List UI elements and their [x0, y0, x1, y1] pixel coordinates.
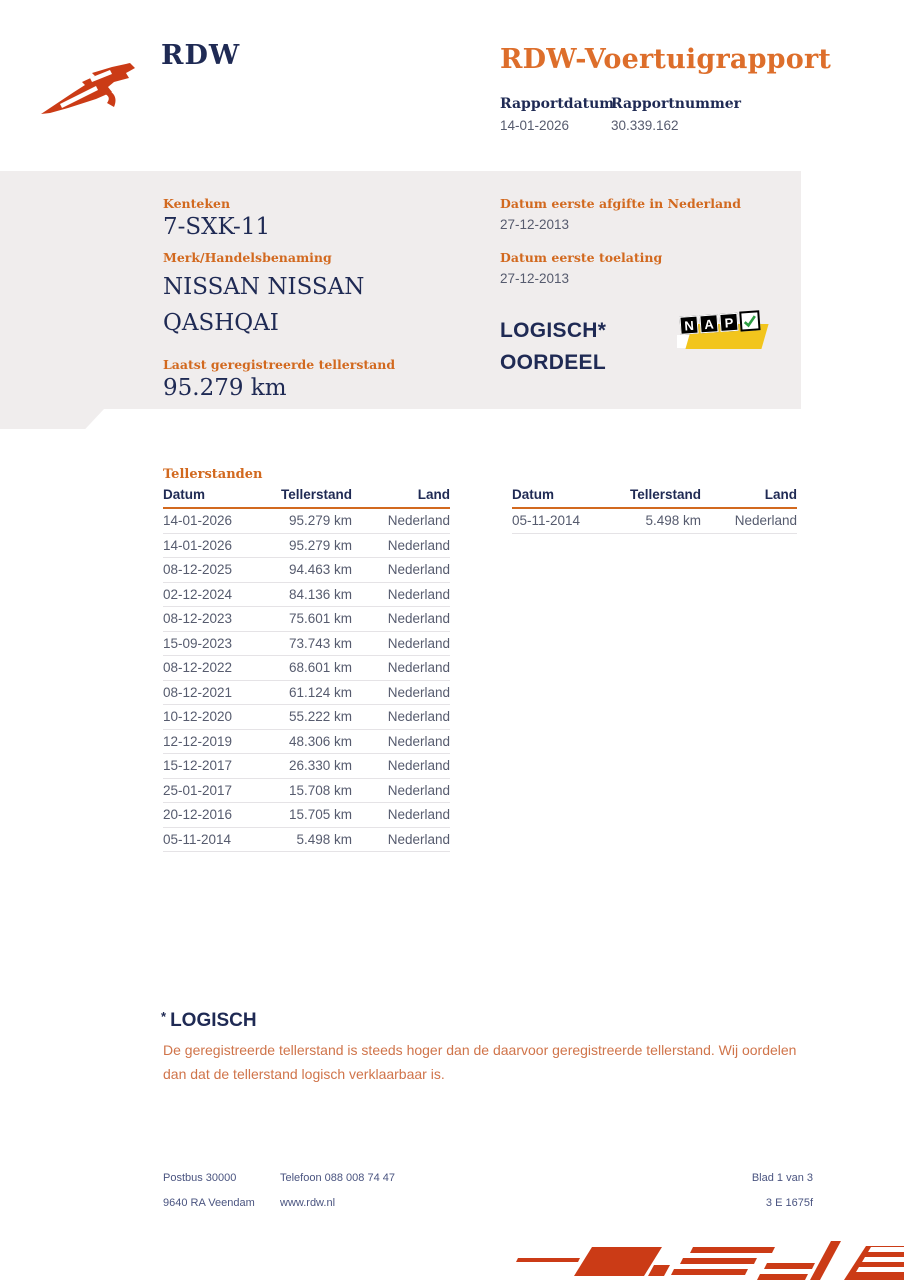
- cell-country: Nederland: [387, 660, 450, 676]
- col-datum: Datum: [163, 487, 206, 502]
- table-row: [512, 509, 797, 534]
- cell-date: 12-12-2019: [163, 733, 233, 749]
- cell-country: Nederland: [387, 782, 450, 798]
- table-row: [163, 681, 450, 706]
- cell-country: Nederland: [387, 758, 450, 774]
- merk-value: NISSAN NISSAN QASHQAI: [163, 274, 365, 336]
- cell-odometer: 95.279 km: [288, 513, 352, 529]
- merk-label: Merk/Handelsbenaming: [163, 250, 332, 265]
- cell-date: 05-11-2014: [163, 831, 232, 847]
- nap-letter-a: A: [699, 314, 718, 333]
- oordeel-line2: OORDEEL: [500, 351, 606, 374]
- col-land: Land: [417, 487, 450, 502]
- oordeel-line1: LOGISCH*: [500, 319, 607, 342]
- table-row: [163, 705, 450, 730]
- nap-letter-p: P: [719, 313, 738, 332]
- col-tellerstand: Tellerstand: [280, 487, 352, 502]
- tellerstanden-heading: Tellerstanden: [163, 467, 263, 482]
- cell-date: 08-12-2025: [163, 562, 233, 578]
- cell-country: Nederland: [387, 709, 450, 725]
- table-row: [163, 730, 450, 755]
- footer-address-line1: Postbus 30000: [163, 1172, 237, 1184]
- cell-date: 15-12-2017: [163, 758, 233, 774]
- cell-odometer: 15.708 km: [288, 782, 352, 798]
- panel-corner-tab: [0, 409, 104, 429]
- cell-country: Nederland: [387, 586, 450, 602]
- afgifte-label: Datum eerste afgifte in Nederland: [500, 196, 741, 211]
- table-row: [163, 656, 450, 681]
- cell-odometer: 5.498 km: [296, 831, 352, 847]
- rdw-eagle-icon: [38, 56, 138, 118]
- col-datum: Datum: [512, 487, 555, 502]
- footnote-title: [161, 1010, 257, 1032]
- cell-odometer: 55.222 km: [288, 709, 352, 725]
- afgifte-value: 27-12-2013: [500, 217, 570, 232]
- cell-country: Nederland: [387, 513, 450, 529]
- table-row: [163, 828, 450, 853]
- oordeel-text: [500, 315, 606, 379]
- cell-date: 08-12-2022: [163, 660, 233, 676]
- report-date-value: 14-01-2026: [500, 118, 570, 133]
- rdw-stripes-graphic: [514, 1234, 904, 1280]
- cell-date: 08-12-2021: [163, 684, 233, 700]
- rdw-wordmark: RDW: [161, 40, 241, 71]
- table-header: [512, 487, 797, 509]
- cell-odometer: 84.136 km: [288, 586, 352, 602]
- cell-country: Nederland: [387, 635, 450, 651]
- col-tellerstand: Tellerstand: [629, 487, 701, 502]
- cell-date: 20-12-2016: [163, 807, 233, 823]
- page-title: RDW-Voertuigrapport: [500, 44, 832, 75]
- cell-date: 08-12-2023: [163, 611, 233, 627]
- cell-country: Nederland: [387, 733, 450, 749]
- table-row: [163, 558, 450, 583]
- footer-address-line2: 9640 RA Veendam: [163, 1197, 255, 1209]
- cell-odometer: 68.601 km: [288, 660, 352, 676]
- cell-odometer: 26.330 km: [288, 758, 352, 774]
- table-body: [512, 509, 797, 534]
- table-row: [163, 754, 450, 779]
- table-row: [163, 803, 450, 828]
- footer-page-number: Blad 1 van 3: [751, 1172, 813, 1184]
- cell-date: 10-12-2020: [163, 709, 233, 725]
- table-row: [163, 607, 450, 632]
- cell-country: Nederland: [387, 562, 450, 578]
- cell-country: Nederland: [387, 611, 450, 627]
- cell-country: Nederland: [387, 831, 450, 847]
- cell-odometer: 73.743 km: [288, 635, 352, 651]
- table-row: [163, 632, 450, 657]
- kenteken-label: Kenteken: [163, 196, 231, 211]
- nap-checkmark-icon: [739, 310, 760, 331]
- table-row: [163, 583, 450, 608]
- cell-odometer: 15.705 km: [288, 807, 352, 823]
- cell-date: 05-11-2014: [512, 513, 581, 529]
- cell-odometer: 61.124 km: [288, 684, 352, 700]
- table-body: [163, 509, 450, 852]
- footer-website: www.rdw.nl: [280, 1197, 336, 1209]
- nap-letter-n: N: [679, 316, 698, 335]
- cell-date: 14-01-2026: [163, 537, 233, 553]
- col-land: Land: [764, 487, 797, 502]
- table-row: [163, 509, 450, 534]
- footnote-text: De geregistreerde tellerstand is steeds hoger dan de daarvoor geregistreerde tellerstand. Wij oordelen dan dat de tellerstand logisch verklaarbaar is.: [163, 1042, 797, 1082]
- cell-odometer: 48.306 km: [288, 733, 352, 749]
- cell-country: Nederland: [387, 684, 450, 700]
- cell-country: Nederland: [734, 513, 797, 529]
- cell-date: 02-12-2024: [163, 586, 233, 602]
- cell-date: 14-01-2026: [163, 513, 233, 529]
- table-header: [163, 487, 450, 509]
- footer-form-code: 3 E 1675f: [765, 1197, 813, 1209]
- table-row: [163, 779, 450, 804]
- table-row: [163, 534, 450, 559]
- report-number-value: 30.339.162: [611, 118, 679, 133]
- cell-odometer: 95.279 km: [288, 537, 352, 553]
- toelating-value: 27-12-2013: [500, 271, 570, 286]
- nap-logo: [677, 311, 769, 355]
- cell-date: 15-09-2023: [163, 635, 233, 651]
- toelating-label: Datum eerste toelating: [500, 250, 663, 265]
- laatste-tellerstand-value: 95.279 km: [163, 375, 287, 401]
- footnote-title-text: LOGISCH: [170, 1010, 257, 1031]
- tellerstanden-table-left: [163, 487, 450, 852]
- cell-odometer: 94.463 km: [288, 562, 352, 578]
- tellerstanden-table-right: [512, 487, 797, 534]
- vehicle-summary-panel: [0, 171, 801, 409]
- cell-country: Nederland: [387, 537, 450, 553]
- cell-odometer: 75.601 km: [288, 611, 352, 627]
- kenteken-value: 7-SXK-11: [163, 214, 271, 240]
- report-date-label: Rapportdatum: [500, 96, 615, 112]
- laatste-tellerstand-label: Laatst geregistreerde tellerstand: [163, 357, 396, 372]
- cell-odometer: 5.498 km: [645, 513, 701, 529]
- report-number-label: Rapportnummer: [611, 96, 742, 112]
- cell-country: Nederland: [387, 807, 450, 823]
- footnote-asterisk: *: [161, 1009, 167, 1024]
- cell-date: 25-01-2017: [163, 782, 233, 798]
- footer-phone: Telefoon 088 008 74 47: [280, 1172, 395, 1184]
